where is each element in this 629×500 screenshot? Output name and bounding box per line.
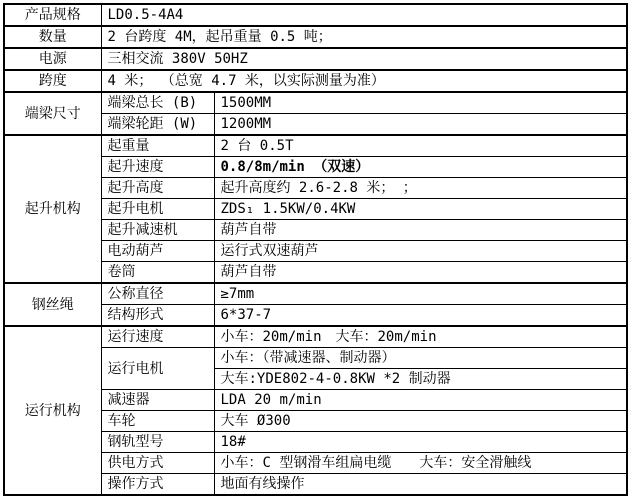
table-row	[4, 135, 627, 157]
value-cell: 起升高度约 2.6-2.8 米； ；	[214, 178, 627, 199]
value-cell: ≥7mm	[214, 283, 627, 305]
value-cell: 2 台跨度 4M，起吊重量 0.5 吨；	[101, 26, 627, 48]
value-cell: 葫芦自带	[214, 220, 627, 241]
sub-label-cell: 端梁轮距 (W)	[101, 114, 214, 136]
sub-label-cell: 起升速度	[101, 157, 214, 178]
value-cell: 18#	[214, 432, 627, 453]
value-cell: 葫芦自带	[214, 262, 627, 284]
value-cell: LDA 20 m/min	[214, 390, 627, 411]
category-cell: 端梁尺寸	[4, 92, 101, 135]
value-cell: 4 米； （总宽 4.7 米，以实际测量为准）	[101, 70, 627, 92]
category-cell: 数量	[4, 26, 101, 48]
table-row	[4, 326, 627, 348]
value-cell: 小车：（带减速器、制动器）	[214, 348, 627, 369]
sub-label-cell: 减速器	[101, 390, 214, 411]
value-cell: 2 台 0.5T	[214, 135, 627, 157]
sub-label-cell: 车轮	[101, 411, 214, 432]
value-cell: 0.8/8m/min （双速）	[214, 157, 627, 178]
sub-label-cell: 供电方式	[101, 453, 214, 474]
sub-label-cell: 起重量	[101, 135, 214, 157]
category-cell: 钢丝绳	[4, 283, 101, 326]
table-row	[4, 26, 627, 48]
sub-label-cell: 公称直径	[101, 283, 214, 305]
category-cell: 运行机构	[4, 326, 101, 495]
sub-label-cell: 起升电机	[101, 199, 214, 220]
value-cell: 1500MM	[214, 92, 627, 114]
category-cell: 跨度	[4, 70, 101, 92]
value-cell: 小车：C 型钢滑车组扁电缆 大车：安全滑触线	[214, 453, 627, 474]
category-cell: 产品规格	[4, 4, 101, 26]
value-cell: LD0.5-4A4	[101, 4, 627, 26]
sub-label-cell: 起升减速机	[101, 220, 214, 241]
table-row	[4, 4, 627, 26]
table-row	[4, 48, 627, 70]
sub-label-cell: 钢轨型号	[101, 432, 214, 453]
category-cell: 电源	[4, 48, 101, 70]
value-cell: 大车 Ø300	[214, 411, 627, 432]
value-cell: 大车:YDE802-4-0.8KW *2 制动器	[214, 369, 627, 390]
sub-label-cell: 结构形式	[101, 305, 214, 327]
value-cell: 三相交流 380V 50HZ	[101, 48, 627, 70]
sub-label-cell: 电动葫芦	[101, 241, 214, 262]
crane-spec-table	[3, 3, 628, 496]
table-row	[4, 283, 627, 305]
value-cell: 小车：20m/min 大车：20m/min	[214, 326, 627, 348]
value-cell: 运行式双速葫芦	[214, 241, 627, 262]
sub-label-cell: 卷筒	[101, 262, 214, 284]
sub-label-cell: 起升高度	[101, 178, 214, 199]
value-cell: ZDS₁ 1.5KW/0.4KW	[214, 199, 627, 220]
sub-label-cell: 操作方式	[101, 474, 214, 496]
value-cell: 地面有线操作	[214, 474, 627, 496]
value-cell: 6*37-7	[214, 305, 627, 327]
sub-label-cell: 运行电机	[101, 348, 214, 390]
category-cell: 起升机构	[4, 135, 101, 283]
sub-label-cell: 端梁总长 (B)	[101, 92, 214, 114]
value-cell: 1200MM	[214, 114, 627, 136]
sub-label-cell: 运行速度	[101, 326, 214, 348]
table-row	[4, 70, 627, 92]
table-row	[4, 92, 627, 114]
